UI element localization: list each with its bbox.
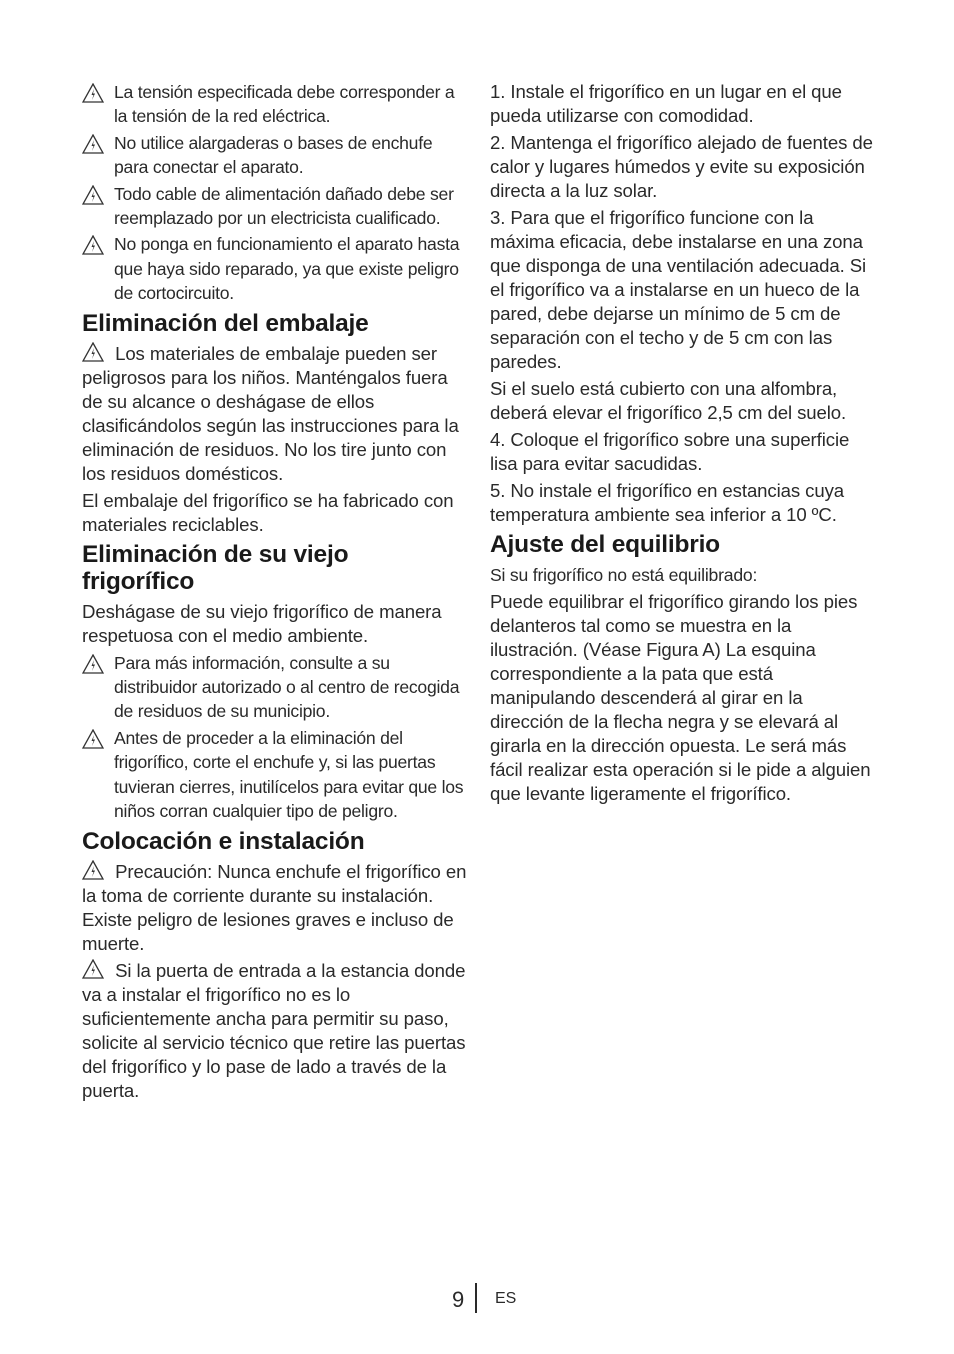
paragraph: Puede equilibrar el frigorífico girando los pies delanteros tal como se muestra en la ilustración. (Véase Figura A) La esquina correspondiente a la pata que está manipulando descenderá al girar en la dirección de la flecha negra y se elevará al girarla en la dirección opuesta. Le será más fácil realizar esta operación si le pide a alguien que levante ligeramente el frigorífico. xyxy=(490,591,871,804)
list-item: 4. Coloque el frigorífico sobre una superficie lisa para evitar sacudidas. xyxy=(490,429,850,474)
section-heading-installation: Colocación e instalación xyxy=(82,827,365,855)
page-number: 9 xyxy=(452,1287,465,1312)
warning-triangle-icon xyxy=(82,860,104,880)
warning-text: La tensión especificada debe corresponder a la tensión de la red eléctrica. xyxy=(114,82,455,127)
right-column xyxy=(490,80,880,809)
left-column xyxy=(82,80,467,1106)
warning-triangle-icon xyxy=(82,959,104,979)
paragraph xyxy=(82,342,467,486)
language-code: ES xyxy=(495,1290,517,1307)
warning-item xyxy=(82,651,467,724)
warning-text: Todo cable de alimentación dañado debe ser reemplazado por un electricista cualificado. xyxy=(114,183,454,229)
warning-text: Para más información, consulte a su distribuidor autorizado o al centro de recogida de residuos de su municipio. xyxy=(114,652,460,722)
paragraph xyxy=(82,860,467,956)
paragraph: Si su frigorífico no está equilibrado: xyxy=(490,565,758,585)
section-heading-old-fridge: Eliminación de su viejo frigorífico xyxy=(82,540,349,595)
warning-text: Antes de proceder a la eliminación del frigorífico, corte el enchufe y, si las puertas tuvieran cierres, inutilícelos para evitar que los niños corran cualquier tipo de peligro. xyxy=(114,727,464,822)
list-item: 5. No instale el frigorífico en estancias cuya temperatura ambiente sea inferior a 10 ºC. xyxy=(490,480,845,525)
section-heading-packaging: Eliminación del embalaje xyxy=(82,309,369,337)
warning-item xyxy=(82,131,467,180)
warning-triangle-icon xyxy=(82,134,104,154)
list-item: 1. Instale el frigorífico en un lugar en el que pueda utilizarse con comodidad. xyxy=(490,81,842,126)
paragraph-text: Si la puerta de entrada a la estancia donde va a instalar el frigorífico no es lo suficientemente ancha para permitir su paso, solicite al servicio técnico que retire las puertas del frigorífico y lo pase de lado a través de la puerta. xyxy=(82,959,466,1101)
paragraph xyxy=(82,959,467,1103)
paragraph-text: Precaución: Nunca enchufe el frigorífico en la toma de corriente durante su instalación. Existe peligro de lesiones graves e incluso de muerte. xyxy=(82,860,467,954)
list-item: 3. Para que el frigorífico funcione con la máxima eficacia, debe instalarse en una zona que disponga de una ventilación adecuada. Si el frigorífico va a instalarse en un hueco de la pared, debe dejarse un mínimo de 5 cm de separación con el techo y de 5 cm con las paredes. xyxy=(490,207,867,372)
warning-triangle-icon xyxy=(82,185,104,205)
list-item: 2. Mantenga el frigorífico alejado de fuentes de calor y lugares húmedos y evite su exposición directa a la luz solar. xyxy=(490,132,873,201)
warning-text: No utilice alargaderas o bases de enchufe para conectar el aparato. xyxy=(114,132,433,178)
warning-triangle-icon xyxy=(82,654,104,674)
warning-triangle-icon xyxy=(82,342,104,362)
section-heading-leveling: Ajuste del equilibrio xyxy=(490,531,720,558)
warning-item xyxy=(82,182,467,231)
warning-triangle-icon xyxy=(82,235,104,255)
paragraph-text: Los materiales de embalaje pueden ser peligrosos para los niños. Manténgalos fuera de su alcance o deshágase de ellos clasificándolos según las instrucciones para la eliminación de residuos. No los tire junto con los residuos domésticos. xyxy=(82,342,459,484)
warning-triangle-icon xyxy=(82,729,104,749)
footer-divider xyxy=(475,1283,477,1313)
warning-item xyxy=(82,80,467,129)
warning-text: No ponga en funcionamiento el aparato hasta que haya sido reparado, ya que existe peligro de cortocircuito. xyxy=(114,234,460,304)
list-item: Si el suelo está cubierto con una alfombra, deberá elevar el frigorífico 2,5 cm del suelo. xyxy=(490,378,847,423)
warning-triangle-icon xyxy=(82,83,104,103)
paragraph: El embalaje del frigorífico se ha fabricado con materiales reciclables. xyxy=(82,489,454,535)
warning-item xyxy=(82,232,467,305)
paragraph: Deshágase de su viejo frigorífico de manera respetuosa con el medio ambiente. xyxy=(82,600,442,646)
warning-item xyxy=(82,726,467,824)
